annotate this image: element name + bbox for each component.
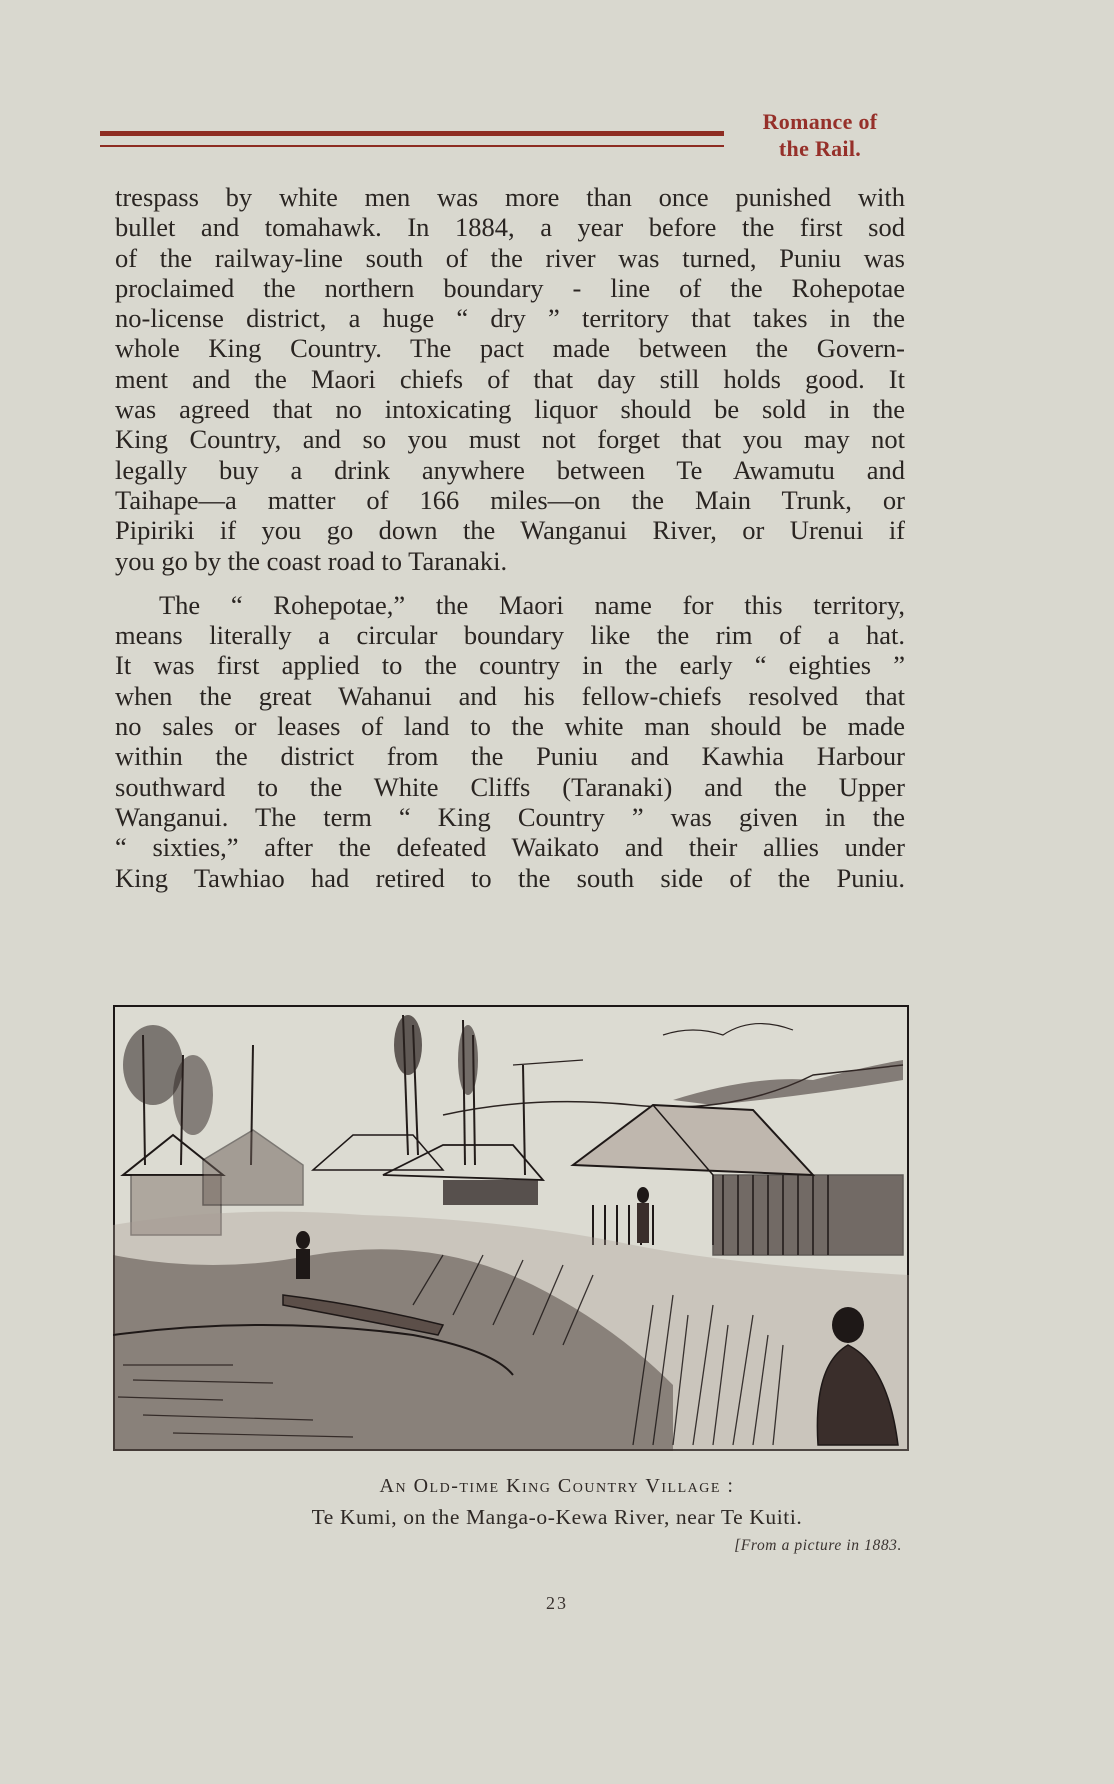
running-head <box>730 108 910 162</box>
header-rule-thick <box>100 131 724 136</box>
village-sketch-image <box>113 1005 909 1451</box>
text-line: when the great Wahanui and his fellow-chiefs resolved that <box>115 680 905 711</box>
text-line: King Tawhiao had retired to the south side of the Puniu. <box>115 862 905 893</box>
illustration-old-time-village <box>113 1005 909 1451</box>
text-line: It was first applied to the country in the early “ eighties ” <box>115 650 905 681</box>
header-rule-thin <box>100 145 724 147</box>
paragraph-2 <box>115 590 905 893</box>
figure-caption-title: An Old-time King Country Village : <box>379 1475 735 1497</box>
text-line: you go by the coast road to Taranaki. <box>115 545 508 576</box>
running-head-line-2: the Rail. <box>778 136 862 161</box>
text-line: was agreed that no intoxicating liquor should be sold in the <box>115 394 905 425</box>
body-text <box>115 182 905 893</box>
text-line: Taihape—a matter of 166 miles—on the Main Trunk, or <box>115 484 905 515</box>
text-line: means literally a circular boundary like the rim of a hat. <box>115 620 905 651</box>
figure-caption-source: [From a picture in 1883. <box>734 1537 902 1554</box>
text-line: The “ Rohepotae,” the Maori name for this territory, <box>159 589 905 620</box>
text-line: proclaimed the northern boundary - line of the Rohepotae <box>115 272 905 303</box>
text-line: legally buy a drink anywhere between Te Awamutu and <box>115 454 905 485</box>
text-line: ment and the Maori chiefs of that day still holds good. It <box>115 363 905 394</box>
text-line: of the railway-line south of the river was turned, Puniu was <box>115 242 905 273</box>
text-line: southward to the White Cliffs (Taranaki) and the Upper <box>115 771 905 802</box>
text-line: within the district from the Puniu and Kawhia Harbour <box>115 741 905 772</box>
figure-caption-text: Te Kumi, on the Manga-o-Kewa River, near Te Kuiti. <box>311 1505 803 1529</box>
paragraph-1 <box>115 182 905 576</box>
text-line: King Country, and so you must not forget that you may not <box>115 424 905 455</box>
text-line: no sales or leases of land to the white man should be made <box>115 711 905 742</box>
text-line: bullet and tomahawk. In 1884, a year before the first sod <box>115 212 905 243</box>
text-line: trespass by white men was more than once punished with <box>115 182 905 212</box>
text-line: whole King Country. The pact made between the Govern- <box>115 333 905 364</box>
page-number: 23 <box>546 1593 568 1613</box>
text-line: “ sixties,” after the defeated Waikato and their allies under <box>115 832 905 863</box>
text-line: no-license district, a huge “ dry ” territory that takes in the <box>115 303 905 334</box>
running-head-line-1: Romance of <box>762 109 878 134</box>
text-line: Wanganui. The term “ King Country ” was given in the <box>115 801 905 832</box>
text-line: Pipiriki if you go down the Wanganui River, or Urenui if <box>115 515 905 546</box>
